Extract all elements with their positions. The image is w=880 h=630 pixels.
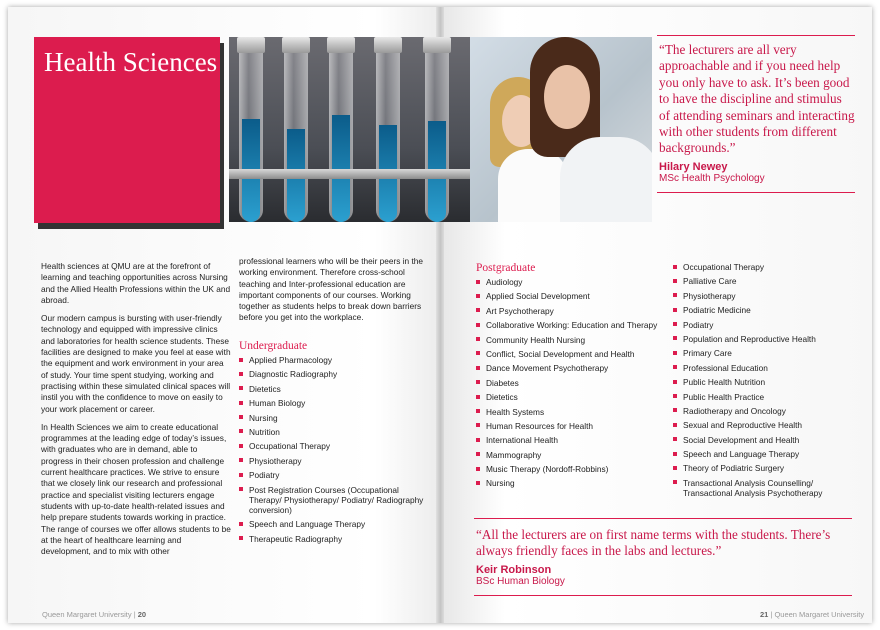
- course-item: Post Registration Courses (Occupational Therapy/ Physiotherapy/ Podiatry/ Radiography conversion): [239, 485, 429, 516]
- bullet-icon: [673, 336, 677, 340]
- footer-university: | Queen Margaret University: [768, 610, 865, 619]
- quote-author-course: BSc Human Biology: [476, 575, 565, 587]
- course-item: Occupational Therapy: [239, 441, 429, 451]
- course-item: Radiotherapy and Oncology: [673, 406, 863, 416]
- body-paragraph: Health sciences at QMU are at the forefront of learning and teaching opportunities across Nursing and the Allied Health Professions within the UK and abroad.: [41, 261, 231, 305]
- course-item: Human Biology: [239, 398, 429, 408]
- course-item: Applied Pharmacology: [239, 355, 429, 365]
- course-item: Podiatric Medicine: [673, 305, 863, 315]
- quote-text: “All the lecturers are on first name terms with the students. There’s always friendly faces in the labs and lectures.”: [476, 527, 831, 559]
- bullet-icon: [476, 423, 480, 427]
- course-item: Dance Movement Psychotherapy: [476, 363, 666, 373]
- course-item: Podiatry: [673, 320, 863, 330]
- bullet-icon: [673, 394, 677, 398]
- bullet-icon: [239, 487, 243, 491]
- footer-right: [760, 610, 864, 619]
- course-item: Transactional Analysis Counselling/ Transactional Analysis Psychotherapy: [673, 478, 863, 498]
- course-item: Nursing: [476, 478, 666, 488]
- course-item: Conflict, Social Development and Health: [476, 349, 666, 359]
- bullet-icon: [673, 279, 677, 283]
- bullet-icon: [476, 308, 480, 312]
- postgraduate-list-continued: [673, 262, 863, 502]
- bullet-icon: [673, 408, 677, 412]
- pull-quote-top: [657, 35, 855, 193]
- page-number: 21: [760, 610, 769, 619]
- course-item: Social Development and Health: [673, 435, 863, 445]
- undergraduate-list: [239, 340, 429, 548]
- course-item: Dietetics: [476, 392, 666, 402]
- course-item: Sexual and Reproductive Health: [673, 420, 863, 430]
- course-item: Health Systems: [476, 407, 666, 417]
- course-item: Public Health Nutrition: [673, 377, 863, 387]
- course-item: Art Psychotherapy: [476, 306, 666, 316]
- course-item: Speech and Language Therapy: [673, 449, 863, 459]
- course-item: Occupational Therapy: [673, 262, 863, 272]
- bullet-icon: [476, 280, 480, 284]
- page-number: 20: [137, 610, 147, 619]
- bullet-icon: [239, 401, 243, 405]
- course-item: Population and Reproductive Health: [673, 334, 863, 344]
- footer-university: Queen Margaret University |: [42, 610, 138, 619]
- quote-author: Hilary Newey: [659, 160, 728, 173]
- quote-text: “The lecturers are all very approachable and if you need help you only have to ask. It’s been good to have the discipline and stimulus of attending seminars and interacting with other students from different backgrounds.”: [659, 42, 855, 156]
- bullet-icon: [476, 395, 480, 399]
- bullet-icon: [476, 294, 480, 298]
- bullet-icon: [673, 380, 677, 384]
- title-box: [34, 37, 220, 223]
- course-item: Mammography: [476, 450, 666, 460]
- bullet-icon: [239, 415, 243, 419]
- body-paragraph: professional learners who will be their peers in the working environment. Therefore cross-school teaching and Inter-professional education are important components of our courses. Working together as students helps to break down barriers before you get into the workplace.: [239, 256, 424, 323]
- course-item: Therapeutic Radiography: [239, 534, 429, 544]
- course-item: Music Therapy (Nordoff-Robbins): [476, 464, 666, 474]
- bullet-icon: [239, 458, 243, 462]
- course-item: Human Resources for Health: [476, 421, 666, 431]
- bullet-icon: [239, 386, 243, 390]
- bullet-icon: [476, 452, 480, 456]
- bullet-icon: [476, 380, 480, 384]
- pull-quote-bottom: [474, 518, 852, 596]
- bullet-icon: [476, 438, 480, 442]
- course-item: Collaborative Working: Education and Therapy: [476, 320, 666, 330]
- bullet-icon: [476, 481, 480, 485]
- test-tube: [239, 37, 263, 222]
- course-item: Applied Social Development: [476, 291, 666, 301]
- tube-rack: [229, 169, 470, 179]
- course-item: Diabetes: [476, 378, 666, 388]
- course-item: Diagnostic Radiography: [239, 369, 429, 379]
- bullet-icon: [239, 358, 243, 362]
- course-item: Community Health Nursing: [476, 335, 666, 345]
- course-item: Nutrition: [239, 427, 429, 437]
- test-tube: [425, 37, 449, 222]
- students-in-lab-photo: [470, 37, 652, 222]
- quote-author-course: MSc Health Psychology: [659, 172, 765, 184]
- body-paragraph: Our modern campus is bursting with user-friendly technology and equipped with impressive clinics and laboratories for health science students. These facilities are designed to make you feel at ease with the equipment and work environment in your area of study. Your time spent studying, working and practising within these simulated clinical spaces will instil you with the confidence to move on easily to your work placement or career.: [41, 313, 231, 414]
- test-tube: [329, 37, 353, 222]
- postgraduate-list: [476, 262, 666, 493]
- course-item: Audiology: [476, 277, 666, 287]
- bullet-icon: [673, 322, 677, 326]
- bullet-icon: [476, 323, 480, 327]
- course-item: Nursing: [239, 413, 429, 423]
- body-column-2: [239, 256, 431, 331]
- bullet-icon: [239, 473, 243, 477]
- course-item: Primary Care: [673, 348, 863, 358]
- footer-left: [42, 610, 146, 619]
- brochure-spread: [8, 7, 872, 623]
- bullet-icon: [476, 366, 480, 370]
- bullet-icon: [673, 365, 677, 369]
- bullet-icon: [239, 522, 243, 526]
- test-tube: [284, 37, 308, 222]
- bullet-icon: [673, 480, 677, 484]
- bullet-icon: [673, 308, 677, 312]
- course-item: International Health: [476, 435, 666, 445]
- course-item: Public Health Practice: [673, 392, 863, 402]
- body-column-1: [41, 261, 231, 564]
- bullet-icon: [239, 444, 243, 448]
- postgraduate-heading: Postgraduate: [476, 262, 536, 274]
- test-tubes-photo: [229, 37, 470, 222]
- undergraduate-heading: Undergraduate: [239, 340, 308, 352]
- bullet-icon: [239, 372, 243, 376]
- bullet-icon: [476, 337, 480, 341]
- course-item: Speech and Language Therapy: [239, 519, 429, 529]
- bullet-icon: [673, 466, 677, 470]
- course-item: Dietetics: [239, 384, 429, 394]
- body-paragraph: In Health Sciences we aim to create educational programmes at the leading edge of today’s issues, with graduates who are in demand, able to progress in their chosen profession and challenge current healthcare practices. We strive to ensure that we closely link our research and professional practice and specialist visiting lecturers engage students with up-to-date health-related issues and help prepare students towards working in practice. The range of courses we offer allows students to be at the heart of healthcare learning and development, and to mix with other: [41, 421, 231, 557]
- course-item: Professional Education: [673, 363, 863, 373]
- course-item: Palliative Care: [673, 276, 863, 286]
- bullet-icon: [239, 429, 243, 433]
- course-item: Podiatry: [239, 470, 429, 480]
- bullet-icon: [673, 452, 677, 456]
- bullet-icon: [673, 293, 677, 297]
- bullet-icon: [673, 437, 677, 441]
- quote-author: Keir Robinson: [476, 563, 552, 576]
- course-item: Physiotherapy: [239, 456, 429, 466]
- test-tube: [376, 37, 400, 222]
- bullet-icon: [239, 536, 243, 540]
- bullet-icon: [673, 423, 677, 427]
- page-title: Health Sciences: [44, 47, 218, 77]
- course-item: Theory of Podiatric Surgery: [673, 463, 863, 473]
- bullet-icon: [476, 467, 480, 471]
- bullet-icon: [673, 265, 677, 269]
- bullet-icon: [476, 351, 480, 355]
- course-item: Physiotherapy: [673, 291, 863, 301]
- bullet-icon: [476, 409, 480, 413]
- bullet-icon: [673, 351, 677, 355]
